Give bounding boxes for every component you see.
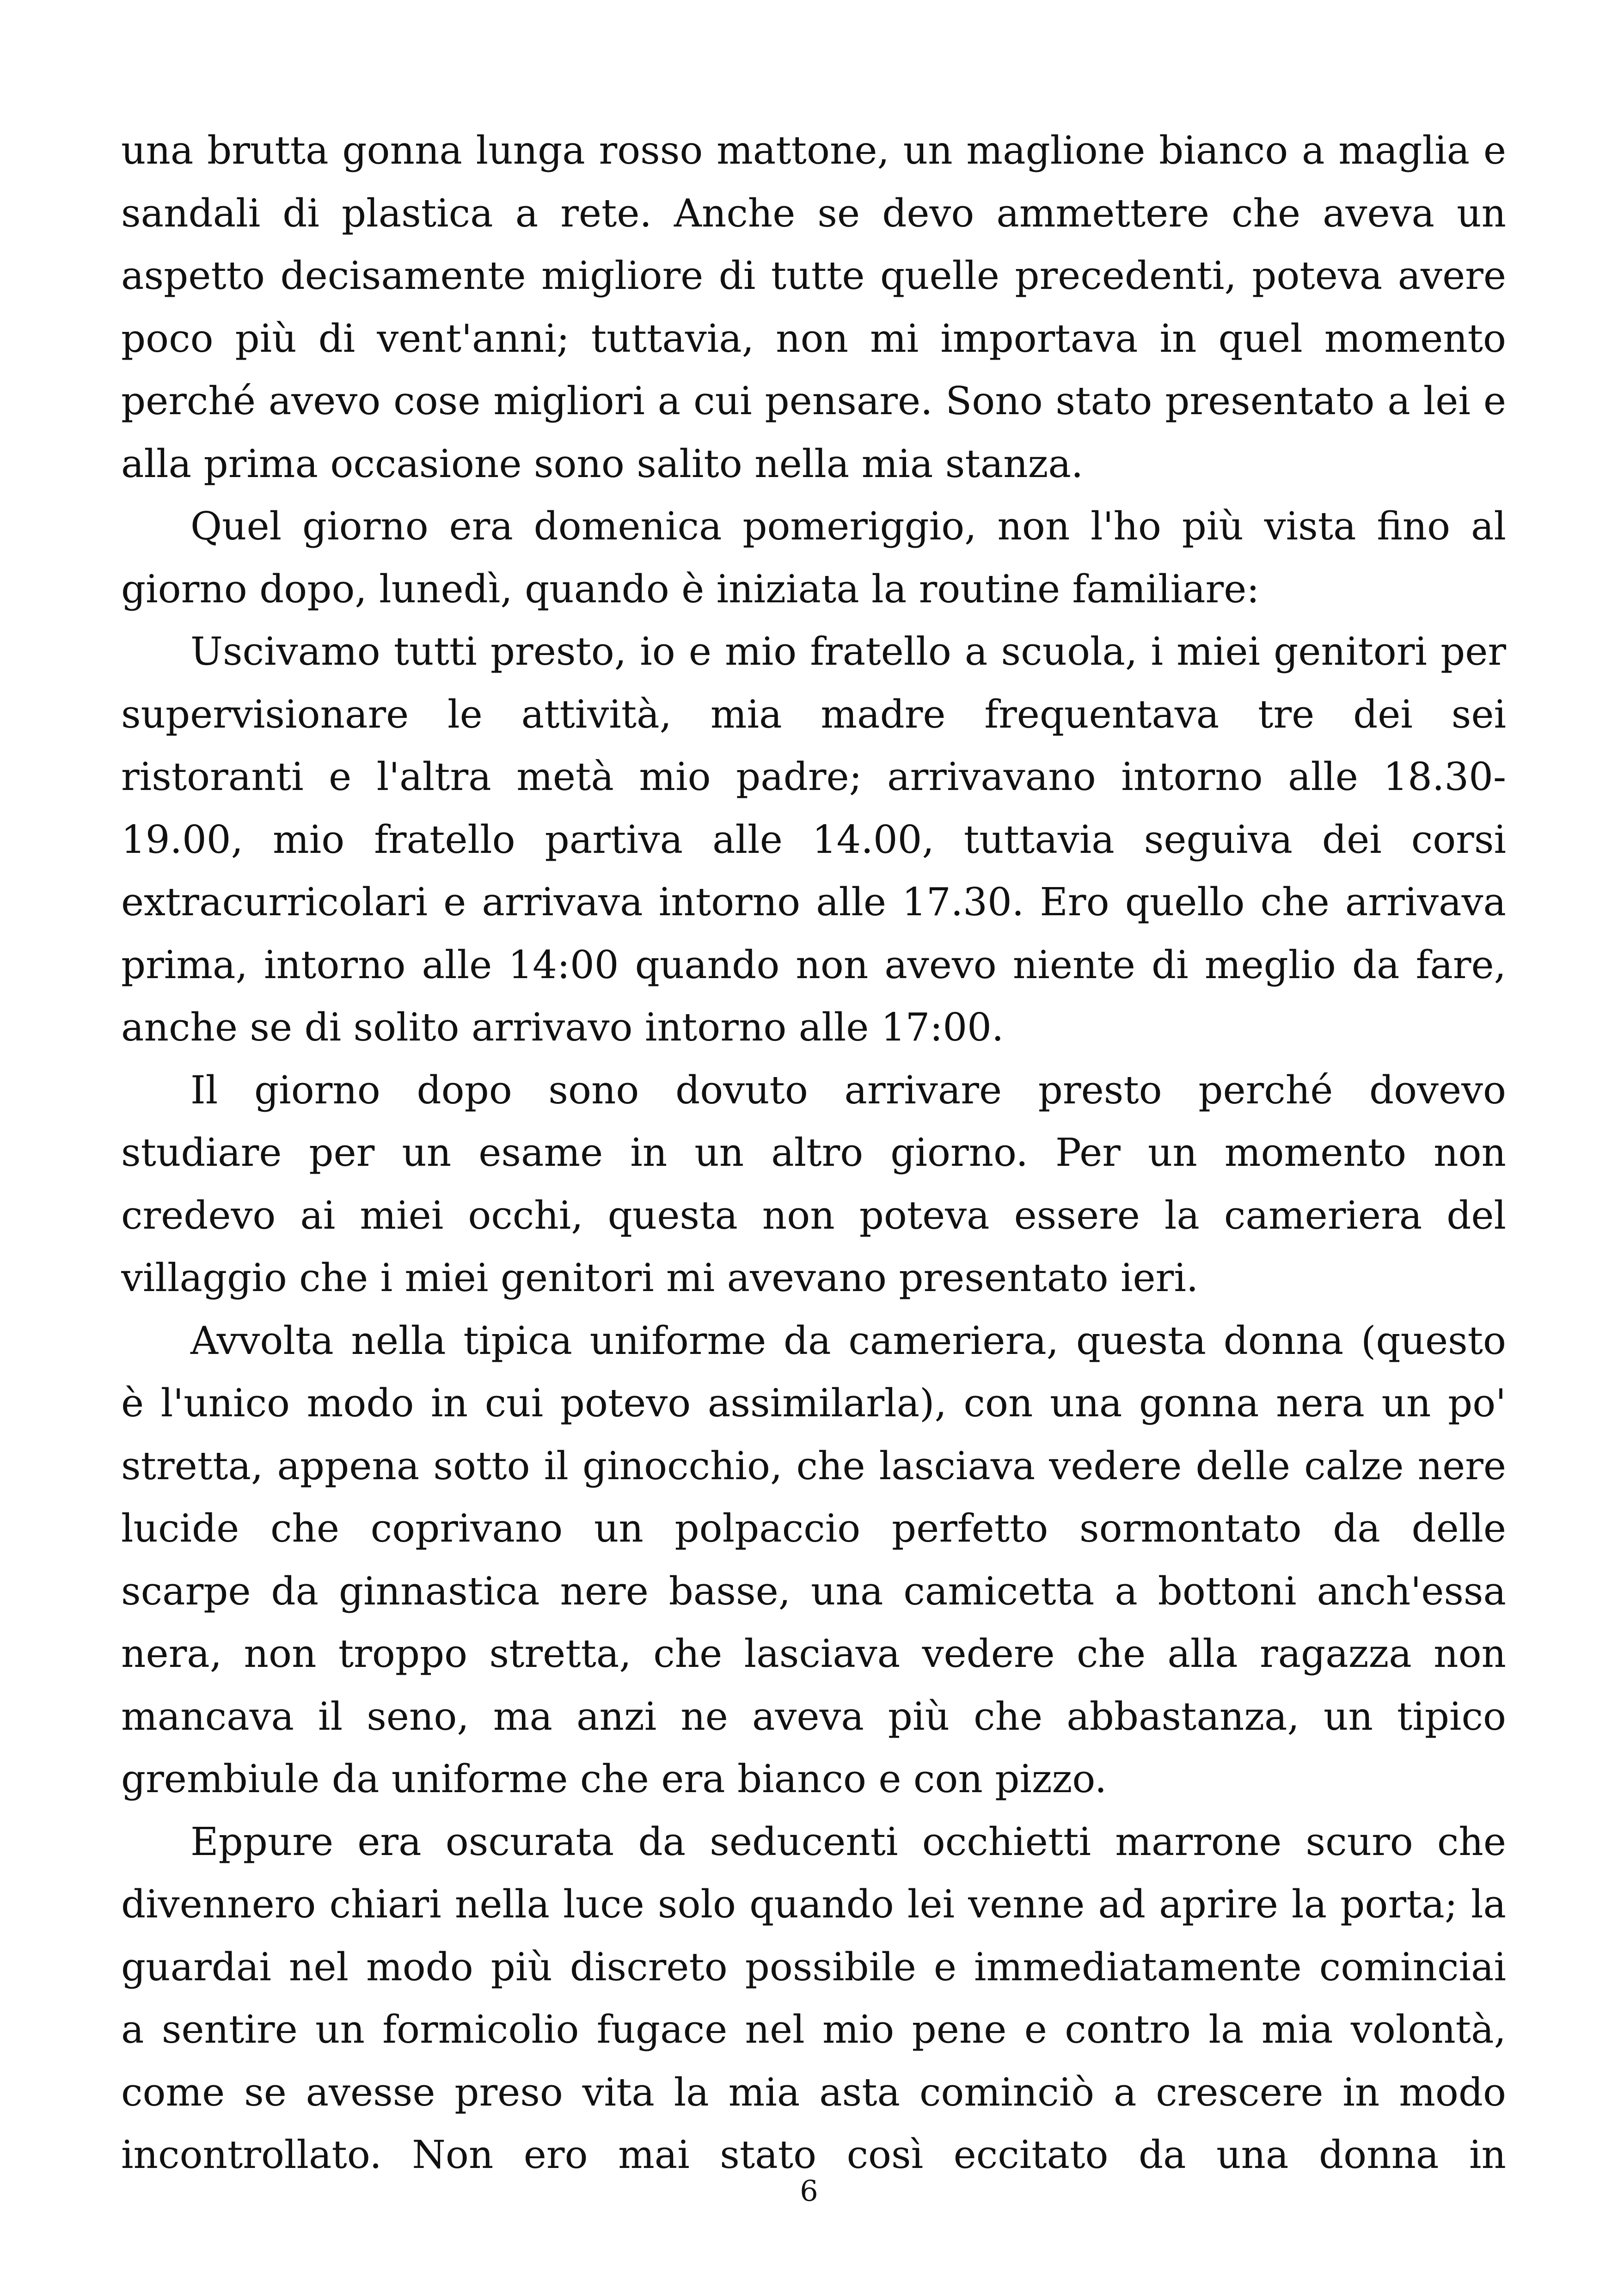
- text-line: extracurricolari e arrivava intorno alle 17.30. Ero quello che arrivava: [121, 880, 1506, 925]
- text-line: Eppure era oscurata da seducenti occhietti marrone scuro che: [190, 1819, 1506, 1864]
- text-line: guardai nel modo più discreto possibile e immediatamente cominciai: [121, 1944, 1506, 1990]
- text-line: alla prima occasione sono salito nella mia stanza.: [121, 441, 1084, 486]
- text-line: a sentire un formicolio fugace nel mio pene e contro la mia volontà,: [121, 2007, 1506, 2052]
- text-line: sandali di plastica a rete. Anche se devo ammettere che aveva un: [121, 190, 1506, 236]
- body-text: [121, 119, 1506, 2186]
- page-number: 6: [800, 2174, 818, 2208]
- text-line: perché avevo cose migliori a cui pensare. Sono stato presentato a lei e: [121, 379, 1506, 423]
- text-line: prima, intorno alle 14:00 quando non avevo niente di meglio da fare,: [121, 942, 1506, 987]
- text-line: divennero chiari nella luce solo quando lei venne ad aprire la porta; la: [121, 1882, 1506, 1927]
- text-line: è l'unico modo in cui potevo assimilarla), con una gonna nera un po': [121, 1381, 1506, 1426]
- text-line: 19.00, mio fratello partiva alle 14.00, tuttavia seguiva dei corsi: [121, 817, 1506, 862]
- text-line: Avvolta nella tipica uniforme da cameriera, questa donna (questo: [190, 1318, 1506, 1363]
- text-line: aspetto decisamente migliore di tutte quelle precedenti, poteva avere: [121, 253, 1506, 298]
- text-line: incontrollato. Non ero mai stato così eccitato da una donna in: [121, 2132, 1506, 2177]
- paragraph-2: [121, 495, 1506, 620]
- text-line: poco più di vent'anni; tuttavia, non mi importava in quel momento: [121, 316, 1506, 361]
- paragraph-6: [121, 1811, 1506, 2186]
- text-line: mancava il seno, ma anzi ne aveva più che abbastanza, un tipico: [121, 1694, 1506, 1739]
- text-line: ristoranti e l'altra metà mio padre; arrivavano intorno alle 18.30-: [121, 754, 1506, 799]
- text-line: grembiule da uniforme che era bianco e con pizzo.: [121, 1757, 1107, 1801]
- text-line: Quel giorno era domenica pomeriggio, non l'ho più vista fino al: [190, 504, 1506, 549]
- text-line: studiare per un esame in un altro giorno. Per un momento non: [121, 1130, 1506, 1175]
- text-line: Il giorno dopo sono dovuto arrivare presto perché dovevo: [190, 1067, 1506, 1113]
- text-line: nera, non troppo stretta, che lasciava vedere che alla ragazza non: [121, 1631, 1506, 1676]
- text-line: giorno dopo, lunedì, quando è iniziata la routine familiare:: [121, 566, 1260, 612]
- paragraph-3: [121, 620, 1506, 1059]
- text-line: lucide che coprivano un polpaccio perfetto sormontato da delle: [121, 1506, 1506, 1551]
- paragraph-1: [121, 119, 1506, 495]
- text-line: villaggio che i miei genitori mi avevano presentato ieri.: [121, 1255, 1199, 1300]
- text-line: scarpe da ginnastica nere basse, una camicetta a bottoni anch'essa: [121, 1568, 1506, 1614]
- text-line: come se avesse preso vita la mia asta cominciò a crescere in modo: [121, 2069, 1506, 2115]
- text-line: Uscivamo tutti presto, io e mio fratello a scuola, i miei genitori per: [190, 629, 1506, 674]
- text-line: stretta, appena sotto il ginocchio, che lasciava vedere delle calze nere: [121, 1443, 1506, 1488]
- paragraph-5: [121, 1310, 1506, 1811]
- paragraph-4: [121, 1059, 1506, 1310]
- text-line: una brutta gonna lunga rosso mattone, un maglione bianco a maglia e: [121, 128, 1506, 173]
- text-line: credevo ai miei occhi, questa non poteva essere la cameriera del: [121, 1193, 1506, 1238]
- text-line: supervisionare le attività, mia madre frequentava tre dei sei: [121, 692, 1506, 737]
- text-line: anche se di solito arrivavo intorno alle 17:00.: [121, 1005, 1004, 1050]
